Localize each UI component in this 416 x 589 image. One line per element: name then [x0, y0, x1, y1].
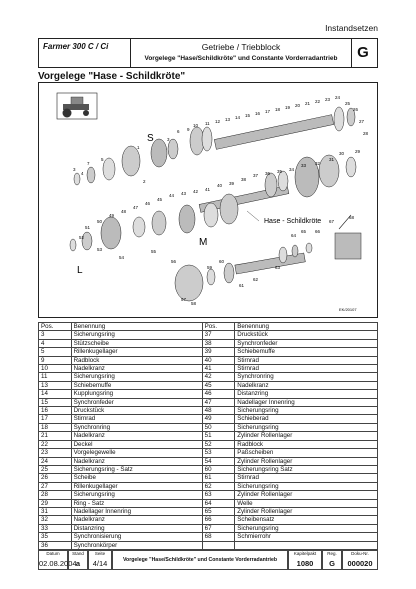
table-row: [39, 339, 378, 347]
cell-name-left: Stirnrad: [71, 415, 202, 423]
cell-name-right: Schieberad: [235, 415, 378, 423]
cell-pos-left: 35: [39, 533, 72, 541]
callout-number: 54: [119, 255, 125, 260]
exploded-view-drawing: [39, 83, 377, 317]
callout-number: 31: [329, 157, 335, 162]
cell-name-right: Sicherungsring: [235, 407, 378, 415]
cell-name-right: Stirnrad: [235, 365, 378, 373]
table-row: [39, 423, 378, 431]
letter-s: S: [147, 133, 154, 144]
callout-number: 66: [315, 229, 321, 234]
callout-number: 48: [121, 209, 127, 214]
cell-pos-right: 63: [202, 491, 235, 499]
callout-number: 62: [253, 277, 259, 282]
cell-name-right: Scheibensatz: [235, 516, 378, 524]
cell-pos-left: 26: [39, 474, 72, 482]
cell-pos-right: 53: [202, 449, 235, 457]
cell-name-right: Sicherungsring: [235, 423, 378, 431]
cell-pos-left: 36: [39, 541, 72, 549]
callout-number: 16: [255, 111, 261, 116]
callout-number: 36: [265, 171, 271, 176]
callout-number: 26: [353, 107, 359, 112]
table-row: [39, 348, 378, 356]
cell-name-right: Radblock: [235, 440, 378, 448]
footer-stand: [68, 550, 88, 570]
table-row: [39, 365, 378, 373]
callout-number: 9: [187, 127, 190, 132]
table-row: [39, 449, 378, 457]
header-name-right: Benennung: [235, 323, 378, 331]
callout-number: 55: [151, 249, 157, 254]
letter-l: L: [77, 265, 83, 276]
callout-number: 33: [301, 163, 307, 168]
cell-pos-left: 9: [39, 356, 72, 364]
callout-number: 65: [301, 229, 307, 234]
cell-pos-left: 18: [39, 423, 72, 431]
document-subtitle: Vorgelege "Hase/Schildkröte" und Constante Vorderradantrieb: [144, 55, 338, 62]
cell-pos-right: 42: [202, 373, 235, 381]
cell-pos-right: 67: [202, 524, 235, 532]
cell-pos-left: 27: [39, 482, 72, 490]
table-row: [39, 541, 378, 549]
callout-number: 40: [217, 183, 223, 188]
callout-number: 58: [191, 301, 197, 306]
footer-description-text: Vorgelege "Hase/Schildkröte" und Constante Vorderradantrieb: [122, 557, 278, 563]
footer-datum: [38, 550, 77, 570]
header-pos-left: Pos.: [39, 323, 72, 331]
cell-pos-left: 5: [39, 348, 72, 356]
cell-name-right: Zylinder Rollenlager: [235, 507, 378, 515]
callout-number: 22: [315, 99, 321, 104]
cell-pos-right: 51: [202, 432, 235, 440]
callout-number: 34: [289, 167, 295, 172]
callout-number: 42: [193, 189, 199, 194]
cell-pos-left: 24: [39, 457, 72, 465]
cell-pos-right: 52: [202, 440, 235, 448]
cell-name-left: Stützscheibe: [71, 339, 202, 347]
table-row: [39, 524, 378, 532]
header-name-left: Benennung: [71, 323, 202, 331]
footer-kapitel-label: Kapitelpakt: [293, 551, 317, 556]
callout-number: 46: [145, 201, 151, 206]
footer-description: [112, 550, 288, 570]
cell-pos-left: 29: [39, 499, 72, 507]
cell-pos-left: 4: [39, 339, 72, 347]
callout-number: 67: [329, 219, 335, 224]
footer-seite-label: Seite: [94, 551, 106, 556]
callout-number: 64: [291, 233, 297, 238]
callout-number: 28: [363, 131, 369, 136]
cell-name-left: Scheibe: [71, 474, 202, 482]
footer-doku-label: Doku-Nr.: [351, 551, 369, 556]
callout-number: 5: [101, 157, 104, 162]
footer-reg-label: Reg.: [327, 551, 337, 556]
cell-name-right: Zylinder Rollenlager: [235, 432, 378, 440]
cell-name-right: Welle: [235, 499, 378, 507]
cell-name-left: Synchronring: [71, 423, 202, 431]
callout-number: 63: [275, 265, 281, 270]
cell-pos-right: 61: [202, 474, 235, 482]
callout-number: 24: [335, 95, 341, 100]
cell-pos-right: 60: [202, 465, 235, 473]
callout-number: 17: [265, 109, 271, 114]
callout-number: 10: [193, 123, 199, 128]
table-row: [39, 356, 378, 364]
footer-datum-value: 02.08.2004: [39, 559, 77, 568]
cell-pos-right: 39: [202, 348, 235, 356]
cell-name-left: Sicherungsring - Satz: [71, 465, 202, 473]
callout-number: 20: [295, 103, 301, 108]
callout-number: 49: [109, 213, 115, 218]
table-row: [39, 465, 378, 473]
callout-number: 61: [239, 283, 245, 288]
cell-name-left: Sicherungsring: [71, 331, 202, 339]
callout-number: 29: [355, 149, 361, 154]
cell-pos-left: 22: [39, 440, 72, 448]
cell-name-right: Druckstück: [235, 331, 378, 339]
cell-name-left: Druckstück: [71, 407, 202, 415]
cell-pos-right: 62: [202, 482, 235, 490]
cell-pos-right: 49: [202, 415, 235, 423]
callout-number: 1: [137, 145, 140, 150]
cell-pos-left: 13: [39, 381, 72, 389]
table-row: [39, 331, 378, 339]
table-row: [39, 390, 378, 398]
cell-pos-left: 3: [39, 331, 72, 339]
cell-pos-left: 11: [39, 373, 72, 381]
cell-name-left: Ring - Satz: [71, 499, 202, 507]
cell-pos-left: 25: [39, 465, 72, 473]
table-header-row: [39, 323, 378, 331]
callout-number: 13: [225, 117, 231, 122]
table-row: [39, 474, 378, 482]
callout-number: 7: [87, 161, 90, 166]
cell-pos-left: 23: [39, 449, 72, 457]
cell-name-left: Distanzring: [71, 524, 202, 532]
footer-block: [38, 550, 378, 570]
cell-pos-right: [202, 541, 235, 549]
table-row: [39, 507, 378, 515]
cell-pos-right: 41: [202, 365, 235, 373]
cell-pos-left: 31: [39, 507, 72, 515]
cell-pos-left: 28: [39, 491, 72, 499]
callout-number: 18: [275, 107, 281, 112]
cell-name-right: Sicherungsring: [235, 524, 378, 532]
cell-name-right: Sicherungsring: [235, 482, 378, 490]
callout-number: 39: [229, 181, 235, 186]
callout-number: 15: [245, 113, 251, 118]
table-row: [39, 457, 378, 465]
cell-pos-left: 17: [39, 415, 72, 423]
table-row: [39, 533, 378, 541]
table-row: [39, 432, 378, 440]
cell-name-right: Paßscheiben: [235, 449, 378, 457]
cell-pos-left: 33: [39, 524, 72, 532]
image-code: EK/20107: [339, 307, 357, 312]
model-name: Farmer 300 C / Ci: [39, 39, 131, 67]
cell-name-right: Stirnrad: [235, 356, 378, 364]
cell-name-left: Deckel: [71, 440, 202, 448]
callout-number: 38: [241, 177, 247, 182]
footer-stand-value: a: [75, 559, 81, 568]
footer-seite: [88, 550, 112, 570]
hase-schildkroete-label: Hase - Schildkröte: [264, 218, 322, 225]
footer-reg-value: G: [329, 559, 335, 568]
cell-name-right: Synchronfeder: [235, 339, 378, 347]
callout-number: 32: [315, 161, 321, 166]
callout-number: 37: [253, 173, 259, 178]
cell-name-left: Sicherungsring: [71, 373, 202, 381]
cell-name-right: Nadelkranz: [235, 381, 378, 389]
cell-name-left: Nadelkranz: [71, 457, 202, 465]
tractor-thumbnail: [57, 93, 97, 119]
cell-name-left: Rillenkugellager: [71, 348, 202, 356]
title-block: [38, 38, 378, 68]
cell-name-left: Nadellager Innenring: [71, 507, 202, 515]
cell-pos-right: 47: [202, 398, 235, 406]
callout-number: 14: [235, 115, 241, 120]
callout-number: 21: [305, 101, 311, 106]
title-box: [131, 39, 352, 67]
cell-name-right: Schiebemuffe: [235, 348, 378, 356]
cell-name-right: [235, 541, 378, 549]
cell-pos-left: 16: [39, 407, 72, 415]
footer-doku: [342, 550, 378, 570]
cell-pos-right: 64: [202, 499, 235, 507]
group-letter: G: [357, 44, 369, 61]
table-row: [39, 491, 378, 499]
footer-kapitel-value: 1080: [296, 559, 314, 568]
cell-pos-left: 14: [39, 390, 72, 398]
cell-name-left: Radblock: [71, 356, 202, 364]
table-row: [39, 381, 378, 389]
callout-number: 43: [181, 191, 187, 196]
cell-pos-right: 54: [202, 457, 235, 465]
table-row: [39, 516, 378, 524]
cell-name-left: Sicherungsring: [71, 491, 202, 499]
callout-number: 12: [215, 119, 221, 124]
cell-name-right: Synchronring: [235, 373, 378, 381]
cell-name-left: Nadelkranz: [71, 432, 202, 440]
callout-number: 60: [219, 259, 225, 264]
cell-name-left: Vorgelegewelle: [71, 449, 202, 457]
table-row: [39, 482, 378, 490]
cell-name-right: Nadellager Innenring: [235, 398, 378, 406]
callout-number: 68: [349, 215, 355, 220]
callout-number: 47: [133, 205, 139, 210]
footer-kapitel: [288, 550, 322, 570]
letter-m: M: [199, 237, 208, 248]
parts-table: [38, 322, 378, 550]
callout-number: 59: [207, 265, 213, 270]
callout-number: 2: [143, 179, 146, 184]
cell-name-left: Kupplungsring: [71, 390, 202, 398]
cell-pos-right: 50: [202, 423, 235, 431]
header-pos-right: Pos.: [202, 323, 235, 331]
header-top-right: Instandsetzen: [325, 23, 378, 33]
cell-pos-right: 66: [202, 516, 235, 524]
cell-name-left: Synchronfeder: [71, 398, 202, 406]
cell-name-right: Stirnrad: [235, 474, 378, 482]
cell-name-left: Synchronisierung: [71, 533, 202, 541]
table-row: [39, 499, 378, 507]
footer-seite-value: 4/14: [92, 559, 108, 568]
callout-number: 6: [177, 129, 180, 134]
callout-number: 51: [85, 225, 91, 230]
cell-pos-right: 65: [202, 507, 235, 515]
callout-number: 30: [339, 151, 345, 156]
table-row: [39, 407, 378, 415]
callout-number: 45: [157, 197, 163, 202]
callout-number: 11: [205, 121, 210, 126]
callout-number: 35: [277, 169, 283, 174]
cell-pos-right: 46: [202, 390, 235, 398]
callout-number: 25: [345, 101, 351, 106]
document-title: Getriebe / Triebblock: [201, 42, 281, 52]
callout-number: 23: [325, 97, 331, 102]
callout-number: 56: [171, 259, 177, 264]
callout-number: 44: [169, 193, 175, 198]
front-drive-assembly: [175, 215, 361, 301]
table-row: [39, 415, 378, 423]
cell-name-right: Sicherungsring Satz: [235, 465, 378, 473]
exploded-view-diagram: [38, 82, 378, 318]
cell-pos-left: 21: [39, 432, 72, 440]
footer-reg: [322, 550, 342, 570]
callout-number: 19: [285, 105, 291, 110]
cell-name-right: Zylinder Rollenlager: [235, 457, 378, 465]
callout-number: 3: [73, 167, 76, 172]
cell-name-right: Distanzring: [235, 390, 378, 398]
footer-datum-label: Datum: [46, 551, 60, 556]
callout-number: 4: [81, 171, 84, 176]
callout-number: 53: [97, 247, 103, 252]
cell-name-left: Rillenkugellager: [71, 482, 202, 490]
cell-name-left: Synchronkörper: [71, 541, 202, 549]
cell-pos-right: 38: [202, 339, 235, 347]
table-row: [39, 373, 378, 381]
footer-doku-value: 000020: [347, 559, 373, 568]
footer-stand-label: Stand: [72, 551, 84, 556]
cell-pos-right: 37: [202, 331, 235, 339]
cell-pos-left: 10: [39, 365, 72, 373]
cell-pos-right: 45: [202, 381, 235, 389]
cell-pos-left: 32: [39, 516, 72, 524]
cell-name-left: Nadelkranz: [71, 516, 202, 524]
callout-number: 27: [359, 119, 365, 124]
cell-pos-right: 68: [202, 533, 235, 541]
callout-number: 3: [167, 137, 170, 142]
table-row: [39, 440, 378, 448]
cell-pos-left: 15: [39, 398, 72, 406]
callout-number: 50: [97, 219, 103, 224]
table-row: [39, 398, 378, 406]
callout-number: 52: [79, 235, 85, 240]
section-title: Vorgelege "Hase - Schildkröte": [38, 71, 186, 82]
cell-name-right: Schmierrohr: [235, 533, 378, 541]
cell-name-left: Schiebemuffe: [71, 381, 202, 389]
callout-number: 57: [181, 297, 187, 302]
cell-pos-right: 40: [202, 356, 235, 364]
cell-name-right: Zylinder Rollenlager: [235, 491, 378, 499]
cell-name-left: Nadelkranz: [71, 365, 202, 373]
callout-number: 41: [205, 187, 211, 192]
cell-pos-right: 48: [202, 407, 235, 415]
